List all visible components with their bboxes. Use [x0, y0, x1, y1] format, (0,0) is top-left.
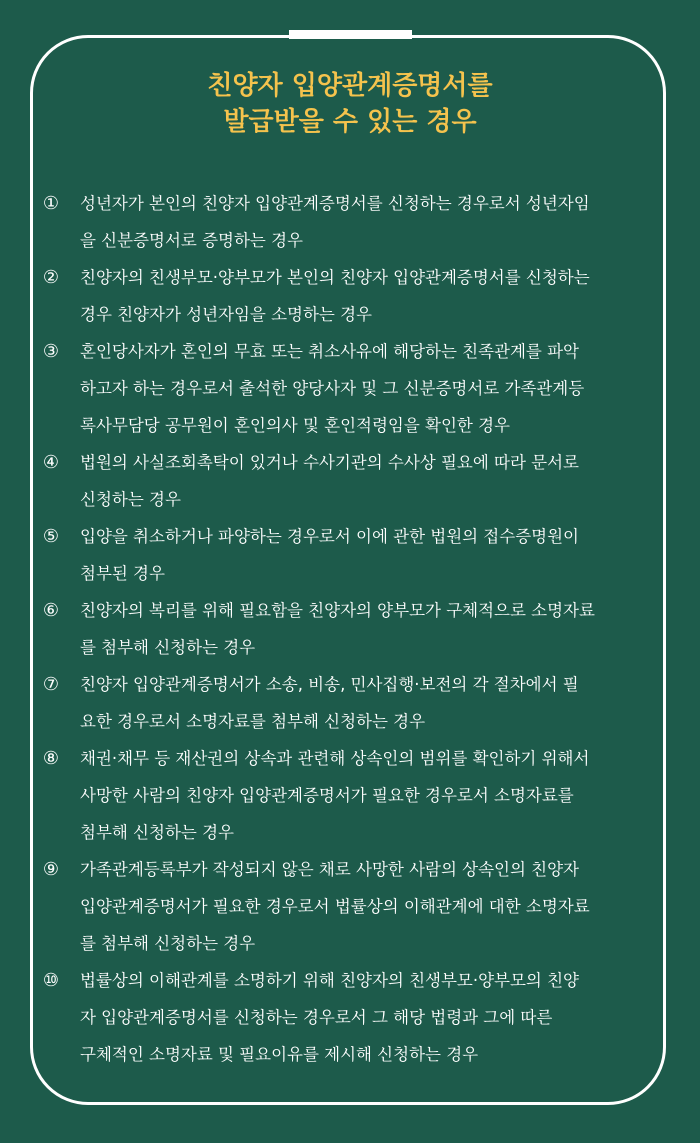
item-number: ①: [42, 193, 60, 214]
item-text-line: 첨부된 경우: [80, 564, 165, 583]
case-list: [36, 185, 670, 1073]
item-text-line: 을 신분증명서로 증명하는 경우: [80, 231, 303, 250]
item-text-line: 사망한 사람의 친양자 입양관계증명서가 필요한 경우로서 소명자료를: [80, 786, 574, 805]
item-text-line: 입양을 취소하거나 파양하는 경우로서 이에 관한 법원의 접수증명원이: [80, 527, 579, 546]
item-number: ⑩: [42, 970, 60, 991]
page-title: [0, 68, 700, 140]
item-number: ②: [42, 267, 60, 288]
item-text-line: 법원의 사실조회촉탁이 있거나 수사기관의 수사상 필요에 따라 문서로: [80, 453, 579, 472]
list-item: [36, 259, 670, 333]
list-item: [36, 444, 670, 518]
item-text-line: 요한 경우로서 소명자료를 첨부해 신청하는 경우: [80, 712, 426, 731]
list-item: [36, 962, 670, 1073]
title-line-1: 친양자 입양관계증명서를: [207, 71, 493, 101]
item-number: ⑥: [42, 600, 60, 621]
list-item: [36, 851, 670, 962]
item-text-line: 성년자가 본인의 친양자 입양관계증명서를 신청하는 경우로서 성년자임: [80, 194, 590, 213]
title-line-2: 발급받을 수 있는 경우: [223, 107, 477, 137]
item-text-line: 채권·채무 등 재산권의 상속과 관련해 상속인의 범위를 확인하기 위해서: [80, 749, 590, 768]
list-item: [36, 592, 670, 666]
item-number: ③: [42, 341, 60, 362]
item-number: ⑧: [42, 748, 60, 769]
item-text-line: 자 입양관계증명서를 신청하는 경우로서 그 해당 법령과 그에 따른: [80, 1008, 553, 1027]
item-text-line: 가족관계등록부가 작성되지 않은 채로 사망한 사람의 상속인의 친양자: [80, 860, 579, 879]
frame-tab: [289, 30, 412, 39]
item-text-line: 입양관계증명서가 필요한 경우로서 법률상의 이해관계에 대한 소명자료: [80, 897, 590, 916]
item-number: ⑨: [42, 859, 60, 880]
item-number: ⑤: [42, 526, 60, 547]
item-text-line: 친양자의 친생부모·양부모가 본인의 친양자 입양관계증명서를 신청하는: [80, 268, 590, 287]
list-item: [36, 185, 670, 259]
item-text-line: 친양자 입양관계증명서가 소송, 비송, 민사집행·보전의 각 절차에서 필: [80, 675, 579, 694]
item-text-line: 록사무담당 공무원이 혼인의사 및 혼인적령임을 확인한 경우: [80, 416, 510, 435]
list-item: [36, 518, 670, 592]
item-text-line: 경우 친양자가 성년자임을 소명하는 경우: [80, 305, 372, 324]
list-item: [36, 333, 670, 444]
list-item: [36, 740, 670, 851]
item-text-line: 첨부해 신청하는 경우: [80, 823, 234, 842]
item-text-line: 하고자 하는 경우로서 출석한 양당사자 및 그 신분증명서로 가족관계등: [80, 379, 585, 398]
item-text-line: 를 첨부해 신청하는 경우: [80, 934, 256, 953]
list-item: [36, 666, 670, 740]
item-number: ④: [42, 452, 60, 473]
item-text-line: 구체적인 소명자료 및 필요이유를 제시해 신청하는 경우: [80, 1045, 479, 1064]
item-number: ⑦: [42, 674, 60, 695]
item-text-line: 혼인당사자가 혼인의 무효 또는 취소사유에 해당하는 친족관계를 파악: [80, 342, 579, 361]
item-text-line: 신청하는 경우: [80, 490, 181, 509]
item-text-line: 친양자의 복리를 위해 필요함을 친양자의 양부모가 구체적으로 소명자료: [80, 601, 595, 620]
item-text-line: 법률상의 이해관계를 소명하기 위해 친양자의 친생부모·양부모의 친양: [80, 971, 579, 990]
item-text-line: 를 첨부해 신청하는 경우: [80, 638, 256, 657]
